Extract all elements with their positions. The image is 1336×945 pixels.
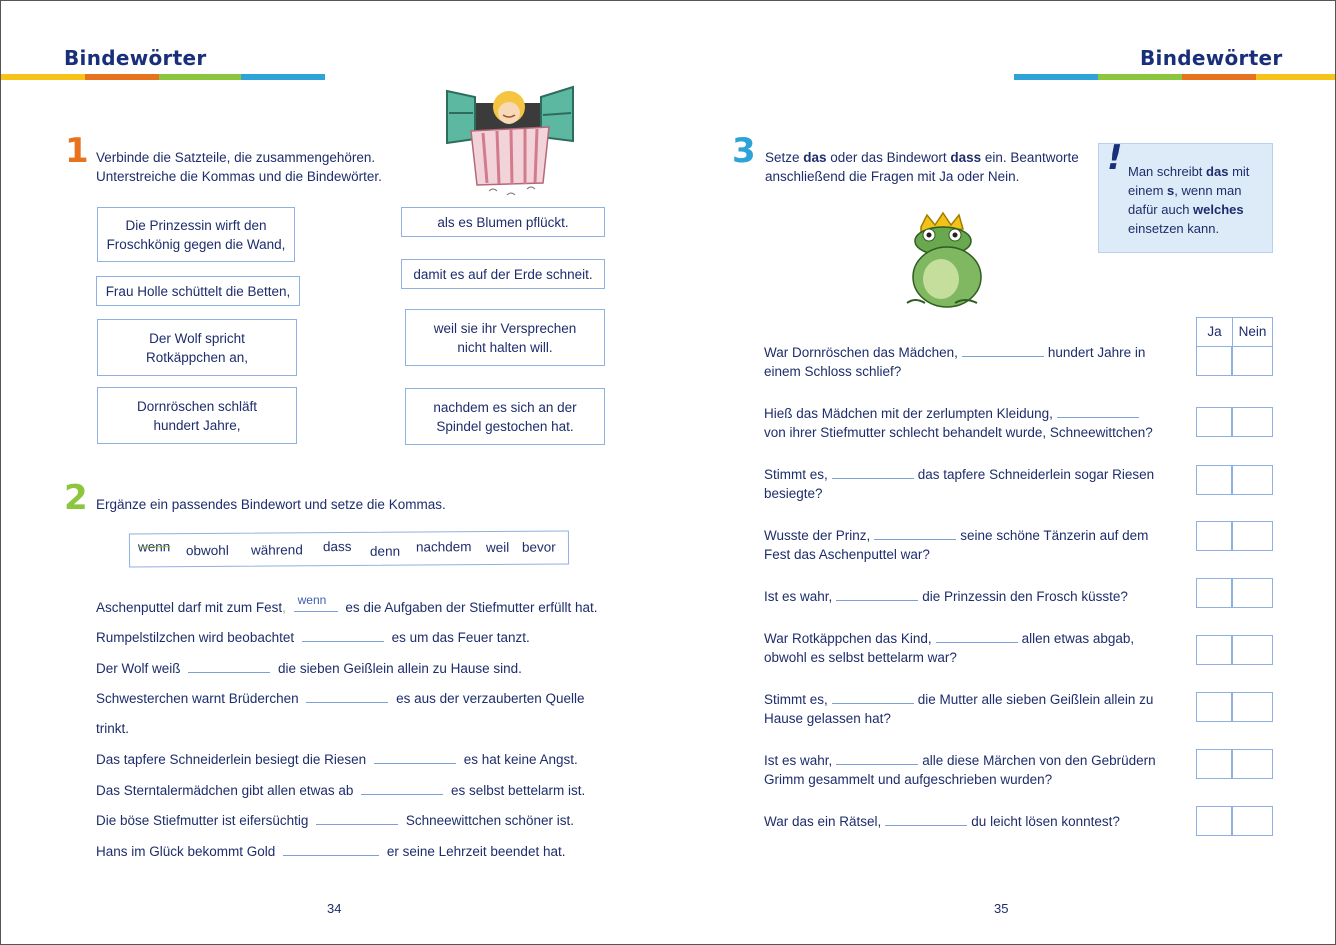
left-page-title: Bindewörter [64, 46, 207, 70]
match-box-right-1[interactable]: als es Blumen pflückt. [401, 207, 605, 237]
word-bank-item: bevor [521, 539, 556, 555]
answer-yes-cell[interactable] [1196, 407, 1232, 437]
match-box-right-3[interactable]: weil sie ihr Versprechen nicht halten will. [405, 309, 605, 366]
match-box-right-4[interactable]: nachdem es sich an der Spindel gestochen hat. [405, 388, 605, 445]
blank-input[interactable] [836, 588, 918, 601]
color-stripe-orange [1182, 74, 1256, 80]
question-item: Stimmt es, das tapfere Schneiderlein sogar Riesen besiegte? [764, 467, 1155, 501]
question-item: Hieß das Mädchen mit der zerlumpten Kleidung, von ihrer Stiefmutter schlecht behandelt wurde, Schneewittchen? [764, 406, 1153, 440]
hint-box [1098, 138, 1273, 253]
frog-king-illustration [899, 211, 989, 316]
fill-sentence: Das tapfere Schneiderlein besiegt die Riesen es hat keine Angst. [96, 752, 578, 767]
blank-input[interactable] [832, 691, 914, 704]
answer-no-cell[interactable] [1232, 635, 1273, 665]
blank-input[interactable] [1057, 405, 1139, 418]
fill-sentence: trinkt. [96, 721, 130, 736]
answer-no-cell[interactable] [1232, 521, 1273, 551]
blank-input[interactable] [361, 782, 443, 795]
word-bank-item: nachdem [415, 539, 472, 555]
blank-input[interactable] [302, 629, 384, 642]
question-item: War das ein Rätsel, du leicht lösen konntest? [764, 814, 1120, 829]
task-3-number: 3 [732, 131, 756, 171]
color-stripe-orange [85, 74, 159, 80]
task-1-number: 1 [65, 131, 89, 171]
word-bank-item: denn [369, 543, 401, 559]
color-stripe-yellow [1, 74, 85, 80]
color-stripe-blue [1014, 74, 1098, 80]
question-item: Ist es wahr, die Prinzessin den Frosch küsste? [764, 589, 1128, 604]
blank-input[interactable] [188, 660, 270, 673]
fill-sentence: Die böse Stiefmutter ist eifersüchtig Schneewittchen schöner ist. [96, 813, 574, 828]
task-2-number: 2 [64, 478, 88, 518]
fill-sentence: Das Sterntalermädchen gibt allen etwas ab es selbst bettelarm ist. [96, 783, 586, 798]
match-box-left-4[interactable]: Dornröschen schläft hundert Jahre, [97, 387, 297, 444]
question-item: War Rotkäppchen das Kind, allen etwas abgab, obwohl es selbst bettelarm war? [764, 631, 1135, 665]
word-bank-item: während [250, 542, 303, 558]
task-3-instruction: Setze das oder das Bindewort dass ein. Beantworte anschließend die Fragen mit Ja oder Nein. [765, 150, 1079, 184]
answer-yes-cell[interactable] [1196, 465, 1232, 495]
right-page-title: Bindewörter [1140, 46, 1283, 70]
question-item: Stimmt es, die Mutter alle sieben Geißlein allein zu Hause gelassen hat? [764, 692, 1154, 726]
fill-sentence: Hans im Glück bekommt Gold er seine Lehrzeit beendet hat. [96, 844, 566, 859]
match-box-right-2[interactable]: damit es auf der Erde schneit. [401, 259, 605, 289]
match-box-left-2[interactable]: Frau Holle schüttelt die Betten, [96, 276, 300, 306]
question-item: Ist es wahr, alle diese Märchen von den Gebrüdern Grimm gesammelt und aufgeschrieben wurden? [764, 753, 1156, 787]
blank-input[interactable] [832, 466, 914, 479]
fill-sentence: Aschenputtel darf mit zum Fest, wenn es die Aufgaben der Stiefmutter erfüllt hat. [96, 593, 598, 615]
answer-no-cell[interactable] [1232, 407, 1273, 437]
blank-input[interactable] [936, 630, 1018, 643]
frau-holle-illustration [437, 83, 579, 201]
answer-yes-cell[interactable] [1196, 521, 1232, 551]
fill-sentence: Der Wolf weiß die sieben Geißlein allein zu Hause sind. [96, 661, 522, 676]
blank-input[interactable] [306, 690, 388, 703]
left-page-number: 34 [327, 901, 342, 916]
word-bank [129, 530, 569, 567]
word-bank-item: wenn [137, 539, 171, 555]
answer-yes-cell[interactable] [1196, 749, 1232, 779]
task-2-instruction: Ergänze ein passendes Bindewort und setze die Kommas. [96, 497, 446, 512]
blank-input[interactable] [283, 843, 379, 856]
blank-input[interactable] [874, 527, 956, 540]
blank-input[interactable] [374, 751, 456, 764]
blank-input[interactable] [836, 752, 918, 765]
color-stripe-green [1098, 74, 1182, 80]
answer-no-cell[interactable] [1232, 806, 1273, 836]
column-header-no: Nein [1232, 317, 1273, 347]
blank-input[interactable]: wenn [294, 599, 338, 612]
blank-input[interactable] [885, 813, 967, 826]
word-bank-item: obwohl [185, 542, 229, 559]
match-box-left-3[interactable]: Der Wolf spricht Rotkäppchen an, [97, 319, 297, 376]
match-box-left-1[interactable]: Die Prinzessin wirft den Froschkönig gegen die Wand, [97, 207, 295, 262]
answer-no-cell[interactable] [1232, 346, 1273, 376]
fill-sentence: Schwesterchen warnt Brüderchen es aus der verzauberten Quelle [96, 691, 585, 706]
answer-yes-cell[interactable] [1196, 692, 1232, 722]
answer-no-cell[interactable] [1232, 749, 1273, 779]
color-stripe-blue [241, 74, 325, 80]
color-stripe-green [159, 74, 241, 80]
answer-yes-cell[interactable] [1196, 806, 1232, 836]
color-stripe-yellow [1256, 74, 1336, 80]
answer-yes-cell[interactable] [1196, 346, 1232, 376]
answer-no-cell[interactable] [1232, 692, 1273, 722]
answer-no-cell[interactable] [1232, 578, 1273, 608]
blank-input[interactable] [316, 812, 398, 825]
hint-text: Man schreibt das mit einem s, wenn man dafür auch welches einsetzen kann. [1128, 164, 1250, 236]
answer-yes-cell[interactable] [1196, 635, 1232, 665]
question-item: War Dornröschen das Mädchen, hundert Jahre in einem Schloss schlief? [764, 345, 1146, 379]
word-bank-item: dass [322, 538, 352, 555]
answer-no-cell[interactable] [1232, 465, 1273, 495]
blank-input[interactable] [962, 344, 1044, 357]
exclamation-icon: ! [1107, 138, 1123, 178]
column-header-yes: Ja [1196, 317, 1233, 347]
right-page-number: 35 [994, 901, 1009, 916]
fill-sentence: Rumpelstilzchen wird beobachtet es um das Feuer tanzt. [96, 630, 530, 645]
question-item: Wusste der Prinz, seine schöne Tänzerin auf dem Fest das Aschenputtel war? [764, 528, 1149, 562]
word-bank-item: weil [485, 539, 510, 556]
answer-yes-cell[interactable] [1196, 578, 1232, 608]
task-1-instruction: Verbinde die Satzteile, die zusammengehören. Unterstreiche die Kommas und die Bindewörter. [96, 150, 382, 184]
